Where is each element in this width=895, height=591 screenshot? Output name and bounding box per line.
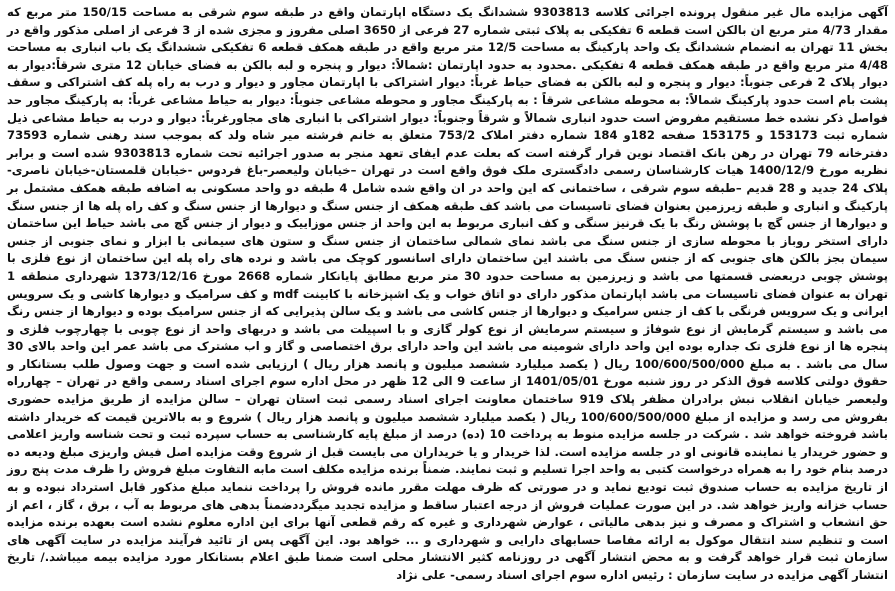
auction-notice-text: آگهی مزایده مال غیر منقول پرونده اجرائی کلاسه 9303813 ششدانگ یک دستگاه اپارتمان واقع در طبقه سوم شرقی به مساحت 150/15 متر مربع که مقدار 4/73 متر مربع ان بالکن است قطعه 6 تفکیکی به پلاک ثبتی شماره 27 فرعی از 3650 اصلی مفروز و مجزی شده از 3 فرعی از اصلی مذکور واقع در بخش 11 تهران به انضمام ششدانگ یک واحد پارکینگ به مساحت 12/5 متر مربع واقع در طبقه همکف قطعه 6 تفکیکی ششدانگ یک باب انباری به مساحت 4/48 متر مربع واقع در طبقه همکف قطعه 4 تفکیکی .محدود به حدود اپارتمان :شمالاً: دیوار و پنجره و لبه بالکن به فضای خیابان 12 متری شرقاً:دیوار به دیوار پلاک 2 فرعی جنوباً: دیوار و پنجره و لبه بالکن به فضای حیاط غرباً: دیوار اشتراکی با اپارتمان مجاور و دیوار و درب به راه پله کف اشتراکی و سقف پشت بام است حدود پارکینگ شمالاً: به محوطه مشاعی شرقاً : به پارکینگ مجاور و محوطه مشاعی جنوباً: دیوار به حیاط مشاعی غرباً: به پارکینگ مجاور حد فواصل ذکر نشده خط مستقیم مفروض است حدود انباری شمالاً و شرقاً وجنوباً: دیوار اشتراکی با انباری های مجاورغرباً: دیوار و درب به حیاط مشاعی ذیل شماره ثبت 153173 و 153175 صفحه 182و 184 شماره دفتر املاک 753/2 متعلق به خانم فرشته میر شاه ولد که بموجب سند رهنی شماره 73593 دفترخانه 79 تهران در رهن بانک اقتصاد نوین قرار گرفته است که بعلت عدم ایفای تعهد منجر به صدور اجرائیه تحت شماره 9303813 شده است و برابر نظریه مورخ 1400/12/9 هیات کارشناسان رسمی دادگستری ملک فوق واقع است در تهران –خیابان ولیعصر-باغ فردوس -خیابان قلمستان-خیابان ناصری- پلاک 24 جدید و 28 قدیم –طبقه سوم شرقی ، ساختمانی که این واحد در ان واقع شده شامل 4 طبقه دو واحد مسکونی به اضافه طبقه همکف مشتمل بر پارکینگ و انباری و طبقه زیرزمین بعنوان فضای تاسیسات می باشد کف طبقه همکف از جنس سنگ و دیوارها از جنس سنگ و کف راه پله ها از جنس سنگ و دیوارها از جنس گچ با پوشش رنگ با یک قرنیز سنگی و کف انباری مربوط به این واحد از جنس موزاییک و دیوار از جنس گچ می باشد حیاط این ساختمان دارای استخر روباز با محوطه سازی از جنس سنگ می باشد نمای شمالی ساختمان از جنس سنگ و ستون های سیمانی با ابزار و نمای جنوبی از جنس سیمان بجز بالکن های جنوبی که از جنس سنگ می باشند این ساختمان دارای اسانسور کوچک می باشد و نرده های راه پله این ساختمان از نوع فلزی با پوشش چوبی دربعضی قسمتها می باشد و زیرزمین به مساحت حدود 30 متر مربع مطابق پایانکار شماره 2668 مورخ 1373/12/16 شهرداری منطقه 1 تهران به عنوان فضای تاسیسات می باشد اپارتمان مذکور دارای دو اتاق خواب و یک اشپزخانه با کابینت mdf و کف سرامیک و دیوارها کاشی و یک سرویس ایرانی و یک سرویس فرنگی با کف از جنس سرامیک و دیوارها از جنس کاشی می باشد و یک سالن پذیرایی که از جنس سرامیک بوده و دیوارها از جنس رنگ می باشد و سیستم گرمایش از نوع شوفاژ و سیستم سرمایش از نوع کولر گازی و با اسپیلت می باشد و دربهای واحد از نوع چوبی با چهارچوب فلزی و پنجره ها از نوع فلزی تک جداره بوده این واحد دارای شومینه می باشد این واحد دارای برق اختصاصی و گاز و اب مشترک می باشد عمر این واحد بالای 30 سال می باشد . به مبلغ 100/600/500/000 ریال ( یکصد میلیارد ششصد میلیون و پانصد هزار ریال ) ارزیابی شده است و جهت وصول طلب بستانکار و حقوق دولتی کلاسه فوق الذکر در روز شنبه مورخ 1401/05/01 از ساعت 9 الی 12 ظهر در محل اداره سوم اجرای اسناد رسمی واقع در تهران – چهارراه ولیعصر خیابان انقلاب نبش برادران مظفر پلاک 919 ساختمان معاونت اجرای اسناد رسمی ثبت استان تهران – سالن مزایده از طریق مزایده حضوری بفروش می رسد و مزایده از مبلغ 100/600/500/000 ریال ( یکصد میلیارد ششصد میلیون و پانصد هزار ریال ) شروع و به بالاترین قیمت که خریدار داشته باشد فروخته خواهد شد . شرکت در جلسه مزایده منوط به پرداخت 10 (ده) درصد از مبلغ پایه کارشناسی به حساب سپرده ثبت و تحت شناسه واریز اعلامی و حضور خریدار یا نماینده قانونی او در جلسه مزایده است. لذا خریدار و یا خریداران می بایست قبل از شروع وقت مزایده اصل فیش واریزی مبلغ ودیعه ده درصد بنام خود را به همراه درخواست کتبی به واحد اجرا تسلیم و ثبت نمایند. ضمناً برنده مزایده مکلف است مابه التفاوت مبلغ فروش را ظرف مدت پنج روز از تاریخ مزایده به حساب صندوق ثبت تودیع نماید و در صورتی که ظرف مهلت مقرر مانده فروش را پرداخت ننماید مبلغ مذکور قابل استرداد نبوده و به حساب خزانه واریز خواهد شد. در این صورت عملیات فروش از درجه اعتبار ساقط و مزایده تجدید میگرددضمناً بدهی های مربوط به آب ، برق ، گاز ، اعم از حق انشعاب و اشتراک و مصرف و نیز بدهی مالیاتی ، عوارض شهرداری و غیره که رقم قطعی آنها برای این اداره معلوم نشده است بعهده برنده مزایده است و تنظیم سند انتقال موکول به ارائه مفاصا حسابهای دارایی و شهرداری و ... خواهد بود. این آگهی پس از تائید فرآیند مزایده در سایت آگهی های سازمان ثبت قرار خواهد گرفت و به محض انتشار آگهی در روزنامه کثیر الانتشار محلی است ضمنا طبق اعلام بستانکار مورد مزایده بیمه میباشد./ تاریخ انتشار آگهی مزایده در سایت سازمان : رئیس اداره سوم اجرای اسناد رسمی- علی نژاد xyxy=(7,5,889,582)
